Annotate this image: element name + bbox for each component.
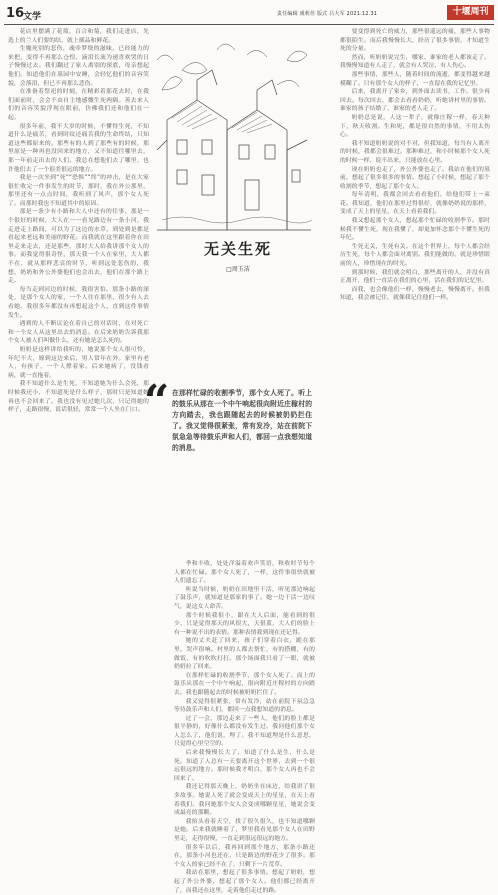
paragraph: 听说当时候，奶奶在田地里干活，听见那边响起了鼓乐声，就知道是那家的事了。她一边干活一边叹气，说这女人命苦。 bbox=[174, 586, 315, 610]
paragraph: 后来我慢慢长大了，知道了什么是生，什么是死。知道了人总有一天要离开这个世界，去到一个很远很远的地方。那时候我才明白，那个女人再也不会回来了。 bbox=[174, 750, 315, 782]
paragraph: 我还记得那天晚上，奶奶坐在床边，给我讲了很多故事。她说人死了就会变成天上的星星，在天上看着我们。我问她那个女人会变成哪颗星星，她说会变成最亮的那颗。 bbox=[174, 784, 315, 817]
pull-quote: 在那样忙碌的收割季节，那个女人死了。听上的鼓乐从那在一个中午响起很向附近庄稼村的方向踏去，我也跟随起去的时候被奶奶拦住了。我又觉得很紧张，常有发冷，站在前院下氛急急等待鼓乐声和人们，都回一点我想知道的消息。 bbox=[172, 389, 312, 452]
paragraph: 奶奶是这样讲给我听的，她说那个女人很可怜，年纪不大，嫁到这边来后，男人常年在外。家里有老人，有孩子，一个人撑着家。后来她病了，没钱看病，就一直拖着。 bbox=[8, 346, 149, 379]
text-column-2 bbox=[174, 560, 315, 894]
paragraph: 生魔死别的悲伤，魂牵梦绕的滋味，已经能力的来把，变得不再那么仓惶，滴泪长流为递喜欢哭的日子慢慢过去。我们翻过了家人离别的深底，母亲想起他们。知道他们在墓园中安睡，会轻忆他们的音容笑貌，会落泪，但已不再那么悲伤。 bbox=[8, 46, 149, 87]
section-label: 文学 bbox=[23, 12, 42, 22]
paragraph: 生死无关，生死有关。在这个世界上，每个人都会经历生死，每个人都会面对离别。我们能做的，就是珍惜眼前的人，珍惜现在的时光。 bbox=[340, 243, 490, 268]
paragraph: 我不知道奶奶说的对不对，但我知道，每当有人离开的时候，我都会很难过。那种难过，和小时候那个女人死的时候一样，说不出来，只能放在心里。 bbox=[340, 140, 490, 164]
quote-mark-icon: “ bbox=[144, 376, 170, 427]
article-title: 无关生死 bbox=[203, 240, 272, 258]
article-header bbox=[163, 238, 313, 278]
paragraph: 我是一次坐到“死”“恐惧”“终”的冲击，是在大家很忙收完一件事发生的时节，那时，我在外公那里，那里还有一点点时间，我听到了风声，那个女人死了。而那时我也不知道其中的原因。 bbox=[8, 175, 149, 207]
illustration-sketch bbox=[157, 30, 311, 235]
header-rule bbox=[4, 24, 494, 25]
page-number: 16 bbox=[6, 6, 25, 21]
paragraph: 我又觉得很紧张，常有发冷，站在前院下氛急急等待鼓乐声和人们，都回一点我想知道的消息。 bbox=[174, 698, 315, 714]
paragraph: 那是一条少有小路和大人中还有的往事、那是一个很好的时候，大人在一一看见路边有一条小河，我走进走上路间，可以为了这边的水草，到处到是都是看起来老远和美丽的野花。而我就在这里跟着你在田里走来走去，还是那些，那时大人给我讲那个女人的事。而我觉得很奇怪，那天我一个人在家里，大人都不在，就从那样悲哀的时节，听到远处悲伤的，我想，奶奶和外公外婆他们也会出去，他们在那个路上走。 bbox=[8, 209, 149, 285]
paragraph: 遇到的人不断议论在着自己的对话时，在对死亡和一个女人从这里出去的消息。在后来奶奶告诉我那个女人被人们叫做什么，还有她是怎么死的。 bbox=[8, 321, 149, 345]
paragraph: 过了一会，那边走来了一些人，他们的脸上都是很平静的，好像什么都没有发生过。我问他们那个女人怎么了，他们说，埋了。我不知道埋是什么意思，只觉得心里空空的。 bbox=[174, 715, 315, 748]
editor-credits: 责任编辑 虞莉佳 版式 吕大军 2021.12.31 bbox=[277, 11, 378, 17]
paragraph: 她的丈夫赶了回来，孩子们穿着白衣，跪在那里，哭声很响。村里的人都去帮忙，有的搭棚，有的做饭，有的吹吹打打。那个场面我只看了一眼，就被奶奶拉了回来。 bbox=[174, 638, 315, 671]
paragraph: 我不知道什么是生死，不知道她为什么会死，那时候我还小，不知道死是什么样子，那时只是知道她再也不会回来了。我也没有见过她几次，只记得她的样子，走路很慢，说话很轻，常常一个人坐在门口。 bbox=[8, 381, 149, 414]
paragraph: 每年清明，我都会回去看看他们，给他们带上一束花。我知道，他们在那里过得很好，就像奶奶说的那样，变成了天上的星星，在天上看着我们。 bbox=[340, 192, 490, 216]
paragraph: 我又想起那个女人，想起那个忙碌的收割季节。那时候我不懂生死，现在我懂了，却更加怀念那个不懂生死的年纪。 bbox=[340, 218, 490, 242]
paragraph: 到那时候，我们就会明白，那些离开的人，并没有真正离开，他们一直活在我们的心里，活在我们的记忆里。 bbox=[340, 269, 490, 285]
paragraph: 要变得到死亡的威力，那些很遥远的痛，那些人事物都很陌生。而后我慢慢长大，经历了很多事情，才知道生死的分量。 bbox=[340, 29, 490, 53]
paragraph: 后来，我离开了家乡，到外面去读书，工作。很少再回去。每次回去，都会去看看奶奶，听她讲村里的事情。谁家的孩子结婚了，谁家的老人走了。 bbox=[340, 89, 490, 113]
paragraph: 在准备着祭祀的时刻，在精彩着那花去时，在我们面前时，会会不由自主地感慨生死两隔。善去来人们的音容笑貌浮现在眼前，仿佛我们还和他们在一起。 bbox=[8, 89, 149, 121]
article-byline: □周玉洁 bbox=[226, 266, 250, 273]
text-column-3 bbox=[340, 28, 490, 698]
paragraph: 花店里摆满了花篮，百合和菊，我们走进店，先选上的兰人们要的结，就上插品和鲜花。 bbox=[8, 29, 149, 44]
paragraph: 那个时候我很小，跟在大人后面，能看到的很少，只是觉得那天的风很大，天很蓝，大人们的脸上有一种说不出的表情。那种表情我到现在还记得。 bbox=[174, 612, 315, 636]
author-name: 周玉洁 bbox=[231, 266, 250, 273]
paragraph: 然而，听奶奶说完生，哪家、谁家的老人都该走了。我慢慢知道有人走了，就会有人哭泣，有人伤心。 bbox=[340, 54, 490, 70]
paragraph: 每当走到河边的时候，我很害怕。那条小路的深处，是那个女人的家，一个人住在那里，很少有人去看她。我很多年都没有再想起这个人，直到这件事情发生。 bbox=[8, 286, 149, 319]
page-header bbox=[0, 0, 498, 24]
paragraph: 而我，也会像他们一样，慢慢老去，慢慢离开。但我知道，我会被记住，就像我记住他们一样。 bbox=[340, 286, 490, 302]
paragraph: 很多年前，我不大岁的时候，不懂得生死，不知道什么是痛苦，看到时纹还痛苦我的生命终结，只知道这些都原来的。那些有的人到了那些有的时候，那里原是一种再也没回来的地方，又不知道往哪里去，那一年前走出去的人们，我总在想他们去了哪里，也许他们去了一个很美很远的地方。 bbox=[8, 123, 149, 173]
paragraph: 奶奶总是说，人这一辈子，就像庄稼一样，春天种下，秋天收割。生和死，都是很自然的事情，不用太伤心。 bbox=[340, 114, 490, 139]
paragraph: 季和丰收，处处洋溢着欢声笑语，秋收时节每个人都在忙碌。那个女人死了，一样，这件事很快就被人们遗忘了。 bbox=[174, 561, 315, 585]
paragraph: 我站在那里，想起了很多事情。想起了奶奶，想起了外公外婆，想起了那个女人。他们都已经离开了，而我还在这里，走着他们走过的路。 bbox=[174, 870, 315, 894]
masthead-logo: 十堰周刊 bbox=[447, 5, 494, 20]
paragraph: 现在奶奶也走了，外公外婆也走了。我站在他们的墓前，想起了很多很多的事情。想起了小时候，想起了那个收割的季节，想起了那个女人。 bbox=[340, 166, 490, 190]
text-column-1 bbox=[8, 28, 149, 698]
paragraph: 我抬头看着天空，找了很久很久，也不知道哪颗是她。后来我就睡着了，梦里我看见那个女人在田野里走，走得很慢，一直走到很远很远的地方。 bbox=[174, 818, 315, 842]
paragraph: 那些事情，那些人，随着时间的流逝，都变得越来越模糊了。只有那个女人的样子，一直留在我的记忆里。 bbox=[340, 71, 490, 87]
paragraph: 在那样忙碌的收割季节，那个女人死了。而上的鼓乐从那在一个中午响起，很向附近庄稼村的方向踏去。我也跟随起去的时候被奶奶拦住了。 bbox=[174, 672, 315, 696]
paragraph: 很多年以后，我再回到那个地方，那条小路还在，那条小河也还在，只是路边的野花少了很多。那个女人的家已经不在了，只剩下一片荒草。 bbox=[174, 844, 315, 868]
